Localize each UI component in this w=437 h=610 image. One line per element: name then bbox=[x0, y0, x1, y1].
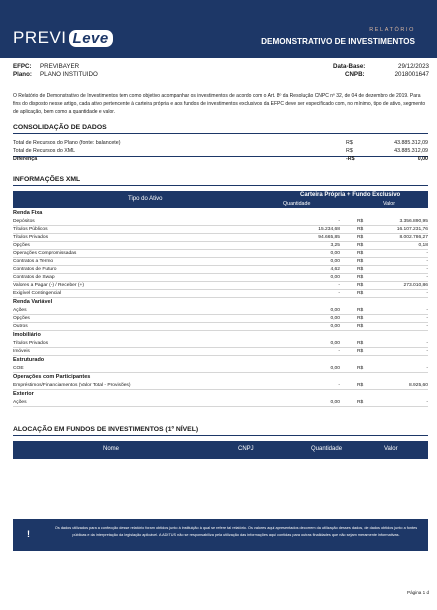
xml-row-label: Imóveis bbox=[13, 349, 30, 354]
xml-row-label: Empréstimos/Financiamentos (Valor Total - Provisões) bbox=[13, 383, 131, 388]
xml-row-currency: R$ bbox=[357, 219, 364, 224]
xml-row-label: Operações Compromissadas bbox=[13, 251, 77, 256]
xml-table-row bbox=[13, 399, 428, 407]
xml-row-label: Títulos Privados bbox=[13, 235, 49, 240]
previleve-logo bbox=[13, 28, 113, 48]
consolidacao-row bbox=[13, 156, 428, 164]
xml-row-label: Depósitos bbox=[13, 219, 35, 224]
xml-row-value: 8.925,60 bbox=[408, 383, 428, 388]
xml-row-value: 273.010,86 bbox=[403, 283, 428, 288]
xml-row-value: 8.002.786,27 bbox=[399, 235, 428, 240]
xml-row-currency: R$ bbox=[357, 366, 364, 371]
alocacao-table-header bbox=[13, 441, 428, 459]
report-title: DEMONSTRATIVO DE INVESTIMENTOS bbox=[261, 37, 415, 46]
xml-group-header bbox=[13, 356, 428, 365]
xml-row-value: - bbox=[426, 291, 428, 296]
report-header bbox=[0, 0, 437, 58]
xml-row-quantity: 0,00 bbox=[330, 324, 340, 329]
xml-table-row bbox=[13, 274, 428, 282]
xml-row-value: - bbox=[426, 349, 428, 354]
disclaimer-box bbox=[13, 519, 428, 551]
xml-row-quantity: 0,00 bbox=[330, 341, 340, 346]
xml-row-value: 0,18 bbox=[418, 243, 428, 248]
col-alocacao-valor: Valor bbox=[384, 446, 398, 452]
xml-row-value: - bbox=[426, 341, 428, 346]
xml-row-quantity: 15.234,68 bbox=[318, 227, 340, 232]
xml-table-row bbox=[13, 290, 428, 298]
xml-row-label: Valores a Pagar (-) / Receber (+) bbox=[13, 283, 84, 288]
xml-table-row bbox=[13, 218, 428, 226]
xml-row-label: Contratos a Termo bbox=[13, 259, 54, 264]
xml-row-value: - bbox=[426, 400, 428, 405]
data-base-value: 29/12/2023 bbox=[398, 63, 429, 70]
intro-paragraph: O Relatório de Demonstrativo de Investimentos tem como objetivo acompanhar os investimentos de acordo com o Art. 8º da Resolução CNPC nº 32, de 04 de dezembro de 2019. Para fins do disposto nesse artigo, cada ativo pertencente à carteira própria e aos fundos de investimentos exclusivos da EFPC deve ser especificado com, no mínimo, tipo de ativo, segmento de aplicação, bem como a quantidade e valor. bbox=[13, 93, 426, 115]
consolidacao-value: 43.885.312,09 bbox=[394, 148, 428, 154]
xml-table-row bbox=[13, 234, 428, 242]
consolidacao-label: Total de Recursos do Plano (fonte: balancete) bbox=[13, 140, 121, 146]
xml-group-name: Imobiliário bbox=[13, 332, 41, 338]
relatorio-label: RELATÓRIO bbox=[369, 27, 415, 33]
xml-title: INFORMAÇÕES XML bbox=[13, 176, 81, 183]
cnpb-label: CNPB: bbox=[345, 71, 365, 78]
xml-table-row bbox=[13, 348, 428, 356]
xml-table-row bbox=[13, 323, 428, 331]
xml-group-name: Renda Variável bbox=[13, 299, 53, 305]
xml-row-value: - bbox=[426, 275, 428, 280]
xml-row-quantity: - bbox=[338, 383, 340, 388]
xml-table-row bbox=[13, 266, 428, 274]
xml-group-header bbox=[13, 390, 428, 399]
xml-table-row bbox=[13, 382, 428, 390]
consolidacao-value: 43.885.312,09 bbox=[394, 140, 428, 146]
xml-row-currency: R$ bbox=[357, 291, 364, 296]
logo-previ-text: PREVI bbox=[13, 28, 67, 47]
consolidacao-label: Diferença bbox=[13, 156, 38, 162]
consolidacao-currency: R$ bbox=[346, 148, 353, 154]
consolidacao-value: 0,00 bbox=[417, 156, 428, 162]
xml-group-name: Operações com Participantes bbox=[13, 374, 91, 380]
xml-row-quantity: 0,00 bbox=[330, 308, 340, 313]
xml-row-quantity: 0,00 bbox=[330, 259, 340, 264]
xml-row-label: Títulos Públicos bbox=[13, 227, 48, 232]
xml-row-quantity: 3,25 bbox=[330, 243, 340, 248]
xml-row-quantity: 0,00 bbox=[330, 316, 340, 321]
xml-row-currency: R$ bbox=[357, 308, 364, 313]
logo-leve-badge: Leve bbox=[69, 30, 113, 47]
xml-table-row bbox=[13, 226, 428, 234]
xml-row-currency: R$ bbox=[357, 227, 364, 232]
xml-row-currency: R$ bbox=[357, 243, 364, 248]
xml-row-label: Contratos de Swap bbox=[13, 275, 55, 280]
col-carteira-propria: Carteira Própria + Fundo Exclusivo bbox=[300, 192, 401, 198]
xml-row-quantity: - bbox=[338, 283, 340, 288]
xml-row-value: - bbox=[426, 324, 428, 329]
xml-group-name: Estruturado bbox=[13, 357, 45, 363]
consolidacao-title: CONSOLIDAÇÃO DE DADOS bbox=[13, 124, 107, 131]
alocacao-divider bbox=[13, 435, 428, 436]
xml-row-label: Ações bbox=[13, 308, 27, 313]
xml-row-currency: R$ bbox=[357, 259, 364, 264]
col-valor: Valor bbox=[383, 201, 395, 207]
disclaimer-text: Os dados utilizados para a confecção desse relatório foram obtidos junto à instituição à qual se refere tal relatório. Os valores aqui apresentados decorrem da utilização desses dados, de dados obtidos junto a fontes públicas e da interpretação da legislação aplicável. A ADITUS não se responsabiliza pela utilização das informações aqui contidas para outras finalidades que não sejam meramente informativas. bbox=[54, 526, 418, 537]
col-quantidade: Quantidade bbox=[283, 201, 311, 207]
xml-row-value: - bbox=[426, 308, 428, 313]
xml-row-currency: R$ bbox=[357, 383, 364, 388]
xml-row-label: Ações bbox=[13, 400, 27, 405]
xml-table-row bbox=[13, 315, 428, 323]
xml-row-value: - bbox=[426, 251, 428, 256]
exclamation-icon: ! bbox=[27, 529, 30, 539]
xml-row-label: Títulos Privados bbox=[13, 341, 49, 346]
xml-row-quantity: 0,00 bbox=[330, 366, 340, 371]
xml-table-row bbox=[13, 242, 428, 250]
xml-group-header bbox=[13, 373, 428, 382]
xml-row-quantity: 0,00 bbox=[330, 400, 340, 405]
xml-row-value: - bbox=[426, 366, 428, 371]
alocacao-title: ALOCAÇÃO EM FUNDOS DE INVESTIMENTOS (1º NÍVEL) bbox=[13, 426, 199, 433]
xml-row-currency: R$ bbox=[357, 283, 364, 288]
consolidacao-label: Total de Recursos do XML bbox=[13, 148, 76, 154]
xml-row-quantity: 4,62 bbox=[330, 267, 340, 272]
consolidacao-row bbox=[13, 148, 428, 156]
xml-group-name: Renda Fixa bbox=[13, 210, 43, 216]
xml-row-label: Outros bbox=[13, 324, 28, 329]
xml-row-value: 16.107.231,76 bbox=[396, 227, 428, 232]
xml-row-label: COE bbox=[13, 366, 24, 371]
xml-row-currency: R$ bbox=[357, 251, 364, 256]
xml-row-quantity: 0,00 bbox=[330, 251, 340, 256]
xml-row-currency: R$ bbox=[357, 235, 364, 240]
xml-table-row bbox=[13, 365, 428, 373]
xml-row-currency: R$ bbox=[357, 341, 364, 346]
xml-row-value: - bbox=[426, 267, 428, 272]
xml-row-currency: R$ bbox=[357, 316, 364, 321]
xml-row-value: - bbox=[426, 316, 428, 321]
xml-row-currency: R$ bbox=[357, 400, 364, 405]
col-nome: Nome bbox=[103, 446, 120, 452]
col-tipo-ativo: Tipo do Ativo bbox=[128, 196, 163, 202]
xml-group-name: Exterior bbox=[13, 391, 34, 397]
xml-row-quantity: 94.665,85 bbox=[318, 235, 340, 240]
efpc-label: EFPC: bbox=[13, 63, 32, 70]
xml-row-label: Opções bbox=[13, 243, 30, 248]
xml-row-quantity: 0,00 bbox=[330, 275, 340, 280]
xml-group-header bbox=[13, 209, 428, 218]
xml-table-row bbox=[13, 282, 428, 290]
xml-row-label: Opções bbox=[13, 316, 30, 321]
xml-divider bbox=[13, 185, 428, 186]
xml-row-currency: R$ bbox=[357, 275, 364, 280]
xml-row-quantity: - bbox=[338, 349, 340, 354]
xml-group-header bbox=[13, 298, 428, 307]
xml-group-header bbox=[13, 331, 428, 340]
consolidacao-currency: -R$ bbox=[346, 156, 355, 162]
xml-row-value: 3.356.890,95 bbox=[399, 219, 428, 224]
xml-row-currency: R$ bbox=[357, 349, 364, 354]
xml-row-quantity: - bbox=[338, 219, 340, 224]
data-base-label: Data-Base: bbox=[333, 63, 366, 70]
col-cnpj: CNPJ bbox=[238, 446, 254, 452]
cnpb-value: 2018001647 bbox=[394, 71, 429, 78]
col-alocacao-quantidade: Quantidade bbox=[311, 446, 343, 452]
efpc-value: PREVIBAYER bbox=[40, 63, 80, 70]
xml-row-quantity: - bbox=[338, 291, 340, 296]
xml-row-currency: R$ bbox=[357, 267, 364, 272]
xml-table-header bbox=[13, 191, 428, 208]
xml-row-value: - bbox=[426, 259, 428, 264]
xml-table-row bbox=[13, 250, 428, 258]
xml-table-row bbox=[13, 340, 428, 348]
plano-value: PLANO INSTITUIDO bbox=[40, 71, 98, 78]
xml-table-row bbox=[13, 258, 428, 266]
consolidacao-row bbox=[13, 140, 428, 148]
xml-row-label: Exigível Contingencial bbox=[13, 291, 62, 296]
consolidacao-currency: R$ bbox=[346, 140, 353, 146]
xml-row-label: Contratos de Futuro bbox=[13, 267, 57, 272]
xml-row-currency: R$ bbox=[357, 324, 364, 329]
plano-label: Plano: bbox=[13, 71, 32, 78]
consolidacao-divider bbox=[13, 133, 428, 134]
page-number: Página 1 d bbox=[407, 590, 429, 595]
xml-table-row bbox=[13, 307, 428, 315]
